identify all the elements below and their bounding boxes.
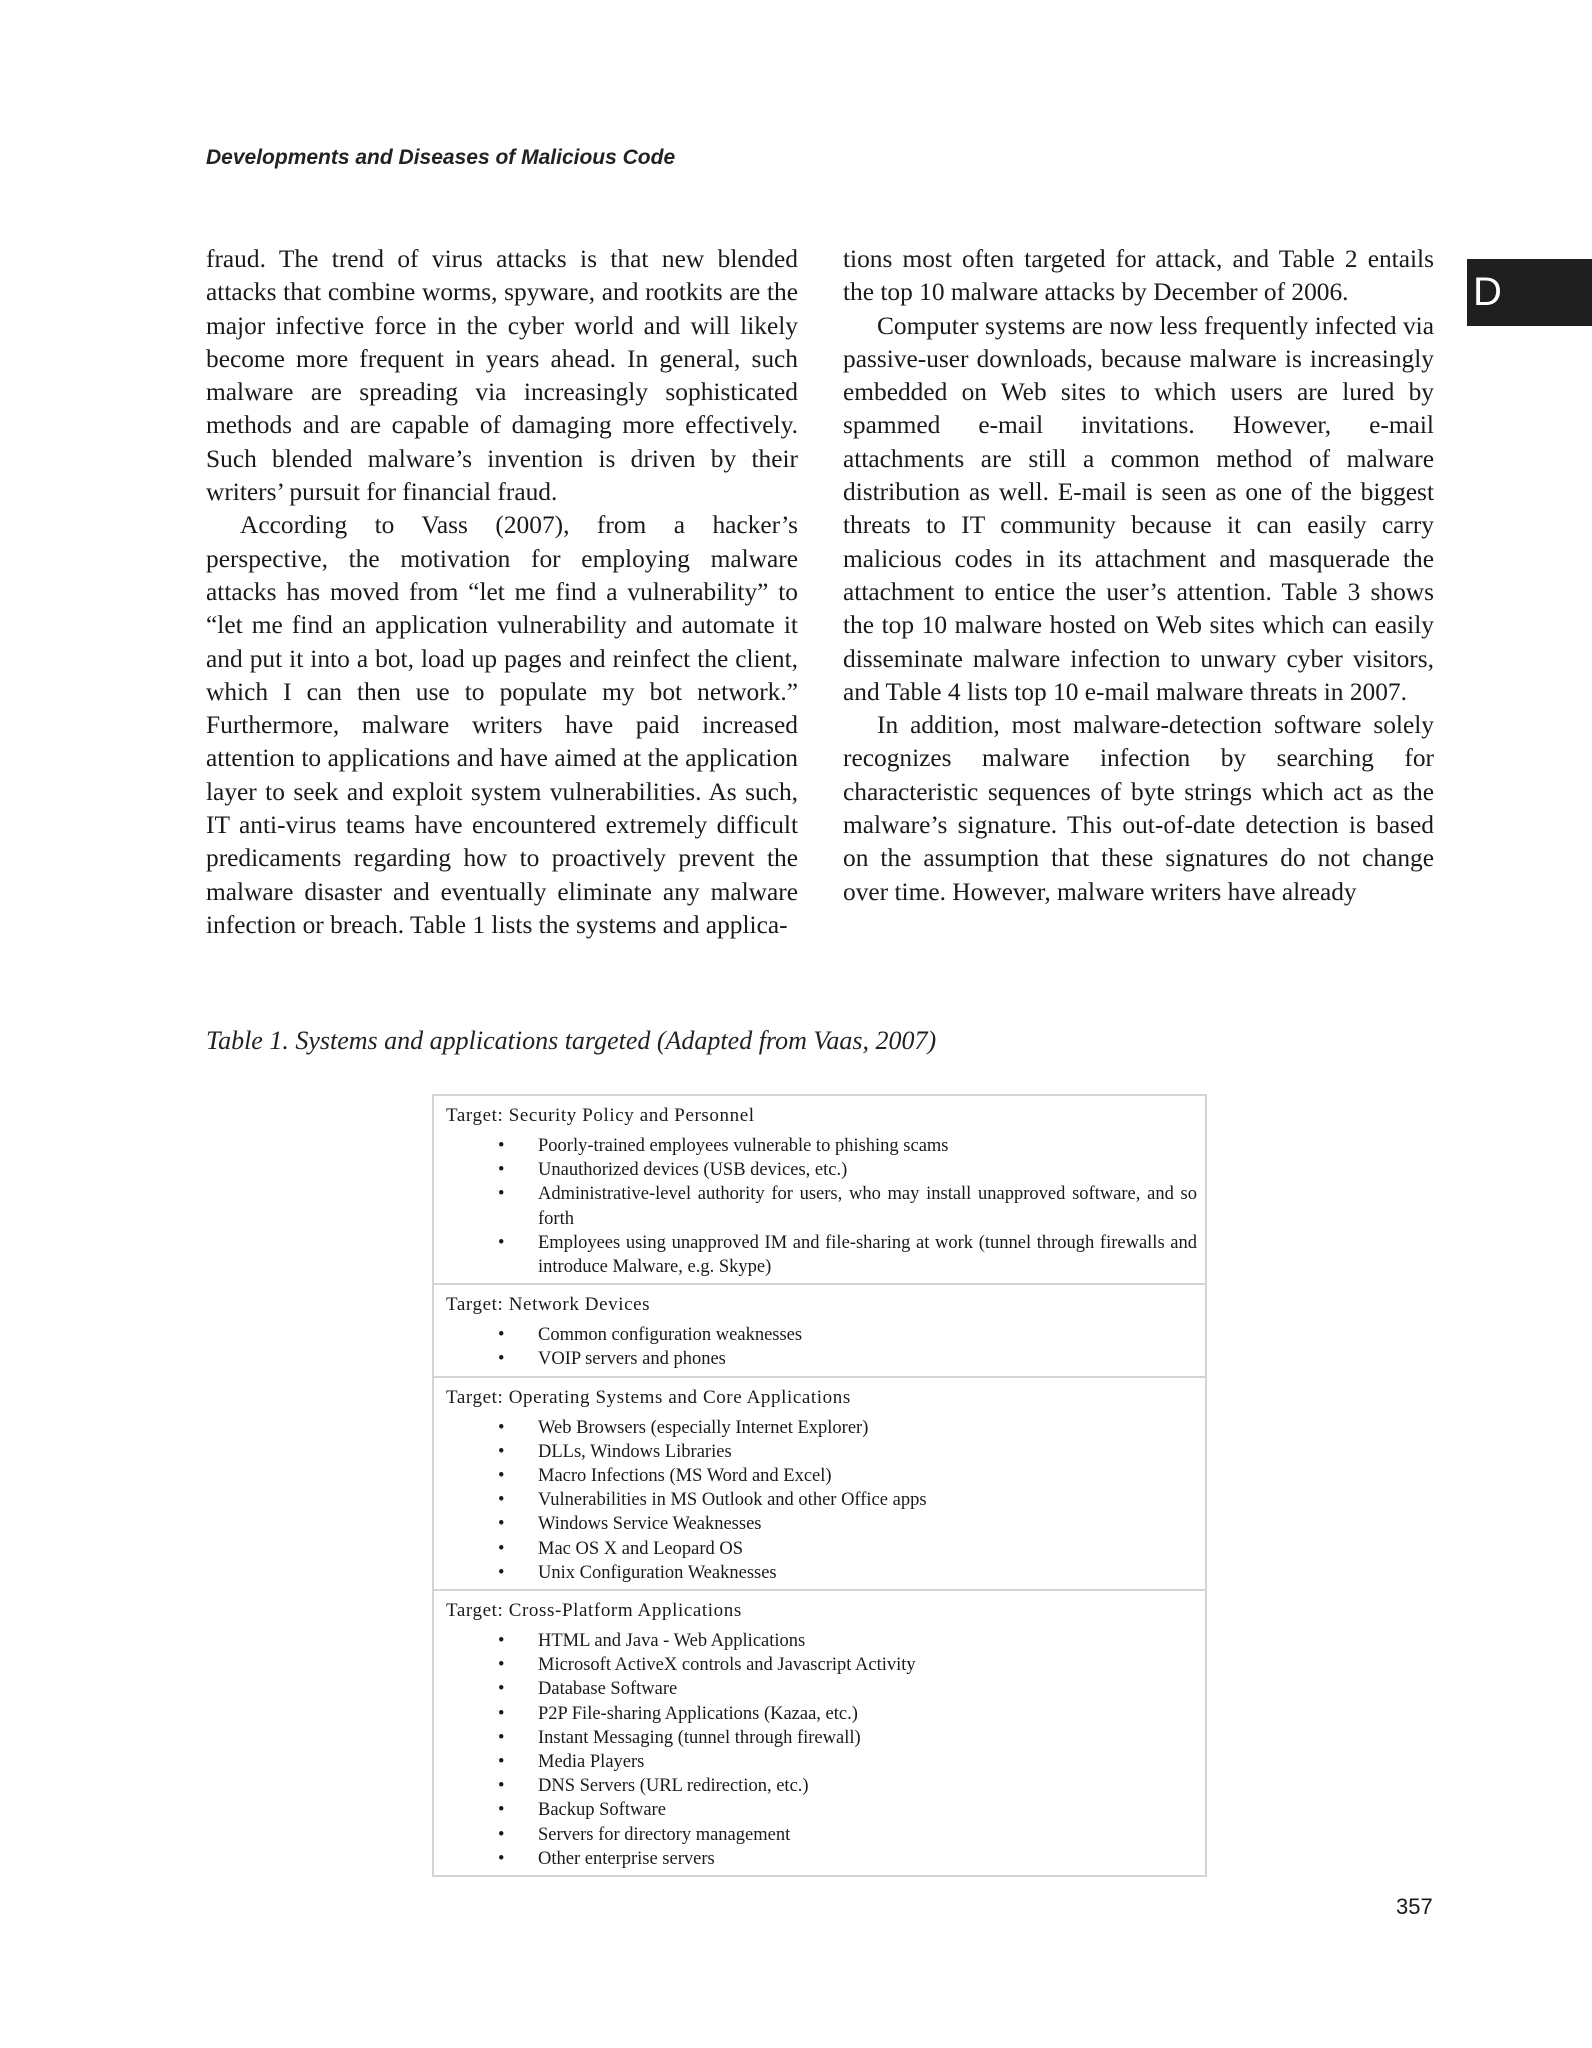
list-item-text: DNS Servers (URL redirection, etc.) [538,1776,809,1797]
table-section-title: Target: Security Policy and Personnel [446,1105,755,1126]
list-item-text: Instant Messaging (tunnel through firewall) [538,1727,861,1748]
list-item-text: VOIP servers and phones [538,1349,726,1370]
paragraph: In addition, most malware-detection software solely recognizes malware infection by searching for characteristic sequences of byte strings which act as the malware’s signature. This out-of-date detection is based on the assumption that these signatures do not change over time. However, malware writers have already [843,711,1434,906]
list-item [446,1847,1197,1871]
table-section [434,1376,1205,1589]
list-item [446,1702,1197,1726]
table-section [434,1096,1205,1283]
bullet-icon: • [498,1824,505,1845]
bullet-icon: • [498,1325,505,1346]
list-item-text: Poorly-trained employees vulnerable to phishing scams [538,1136,949,1156]
bullet-icon: • [498,1679,505,1700]
bullet-icon: • [498,1136,505,1156]
bullet-icon: • [498,1727,505,1748]
bullet-icon: • [498,1232,505,1253]
list-item [446,1512,1197,1536]
list-item [446,1488,1197,1512]
list-item-text: Employees using unapproved IM and file-sharing at work (tunnel through firewalls and introduce Malware, e.g. Skype) [538,1232,1197,1278]
paragraph: According to Vass (2007), from a hacker’s perspective, the motivation for employing malware attacks has moved from “let me find a vulnerability” to “let me find an application vulnerability and automate it and put it into a bot, load up pages and reinfect the client, which I can then use to populate my bot network.” Furthermore, malware writers have paid increased attention to applications and have aimed at the application layer to seek and exploit system vulnerabilities. As such, IT anti-virus teams have encountered extremely difficult predicaments regarding how to proactively prevent the malware disaster and eventually eliminate any malware infection or breach. Table 1 lists the systems and applica- [206,511,798,939]
list-item-text: Mac OS X and Leopard OS [538,1538,743,1559]
list-item-text: Administrative-level authority for users, who may install unapproved software, and so forth [538,1184,1197,1229]
list-item [446,1798,1197,1822]
list-item-text: DLLs, Windows Libraries [538,1441,732,1462]
list-item-text: Macro Infections (MS Word and Excel) [538,1466,832,1487]
paragraph: tions most often targeted for attack, and Table 2 entails the top 10 malware attacks by December of 2006. [843,245,1434,307]
right-column [843,243,1434,909]
list-item-text: Backup Software [538,1800,666,1821]
list-item-text: Common configuration weaknesses [538,1325,803,1346]
bullet-icon: • [498,1655,505,1676]
table-caption: Table 1. Systems and applications targeted (Adapted from Vaas, 2007) [206,1026,937,1055]
page-number: 357 [1396,1894,1433,1919]
bullet-icon: • [498,1562,505,1583]
table-section-title: Target: Operating Systems and Core Applications [446,1386,851,1408]
list-item-text: Unix Configuration Weaknesses [538,1562,777,1583]
bullet-icon: • [498,1776,505,1797]
running-head: Developments and Diseases of Malicious Code [206,146,676,169]
list-item [446,1134,1197,1158]
list-item [446,1537,1197,1561]
list-item [446,1158,1197,1182]
list-item [446,1416,1197,1440]
bullet-icon: • [498,1160,505,1181]
bullet-icon: • [498,1538,505,1559]
list-item-text: Servers for directory management [538,1824,791,1845]
list-item-text: Database Software [538,1679,678,1700]
paragraph: fraud. The trend of virus attacks is that new blended attacks that combine worms, spyware, and rootkits are the major infective force in the cyber world and will likely become more frequent in years ahead. In general, such malware are spreading via increasingly sophisticated methods and are capable of damaging more effectively. Such blended malware’s invention is driven by their writers’ pursuit for financial fraud. [206,245,798,507]
list-item-text: HTML and Java - Web Applications [538,1631,806,1652]
list-item [446,1750,1197,1774]
bullet-icon: • [498,1800,505,1821]
bullet-icon: • [498,1631,505,1652]
list-item-text: P2P File-sharing Applications (Kazaa, etc.) [538,1703,858,1724]
bullet-icon: • [498,1466,505,1487]
list-item [446,1677,1197,1701]
bullet-icon: • [498,1703,505,1724]
left-column [206,243,798,942]
list-item [446,1231,1197,1279]
bullet-list [446,1134,1197,1279]
bullet-list [446,1416,1197,1585]
bullet-icon: • [498,1184,505,1205]
list-item [446,1347,1197,1371]
bullet-icon: • [498,1752,505,1773]
list-item [446,1323,1197,1347]
bullet-icon: • [498,1490,505,1511]
table-section [434,1589,1205,1875]
bullet-list [446,1629,1197,1871]
list-item [446,1182,1197,1230]
list-item [446,1653,1197,1677]
bullet-icon: • [498,1514,505,1535]
table-section-title: Target: Cross-Platform Applications [446,1600,742,1622]
list-item-text: Microsoft ActiveX controls and Javascript Activity [538,1655,916,1676]
targets-table [432,1094,1207,1877]
list-item-text: Web Browsers (especially Internet Explorer) [538,1417,869,1438]
list-item-text: Other enterprise servers [538,1848,715,1869]
list-item [446,1629,1197,1653]
paragraph: Computer systems are now less frequently infected via passive-user downloads, because malware is increasingly embedded on Web sites to which users are lured by spammed e-mail invitations. However, e-mail attachments are still a common method of malware distribution as well. E-mail is seen as one of the biggest threats to IT community because it can easily carry malicious codes in its attachment and masquerade the attachment to entice the user’s attention. Table 3 shows the top 10 malware hosted on Web sites which can easily disseminate malware infection to unwary cyber visitors, and Table 4 lists top 10 e-mail malware threats in 2007. [843,311,1434,706]
table-section-title: Target: Network Devices [446,1294,651,1316]
bullet-list [446,1323,1197,1371]
list-item [446,1823,1197,1847]
list-item-text: Media Players [538,1752,645,1773]
list-item [446,1561,1197,1585]
list-item [446,1726,1197,1750]
list-item-text: Unauthorized devices (USB devices, etc.) [538,1160,848,1181]
bullet-icon: • [498,1848,505,1869]
bullet-icon: • [498,1417,505,1438]
section-thumb-tab: D [1467,259,1592,326]
bullet-icon: • [498,1349,505,1370]
list-item-text: Windows Service Weaknesses [538,1514,762,1535]
list-item [446,1440,1197,1464]
list-item [446,1464,1197,1488]
bullet-icon: • [498,1441,505,1462]
list-item-text: Vulnerabilities in MS Outlook and other Office apps [538,1490,927,1511]
table-section [434,1283,1205,1375]
list-item [446,1774,1197,1798]
